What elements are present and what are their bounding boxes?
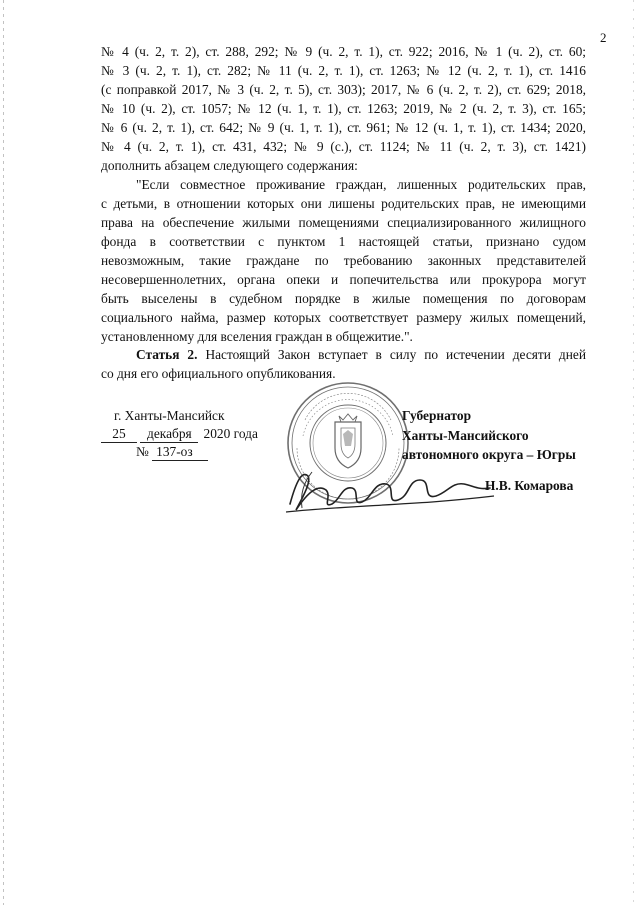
body-line: (с поправкой 2017, № 3 (ч. 2, т. 5), ст. 303); 2017, № 6 (ч. 2, т. 2), ст. 629; 2018, <box>101 82 586 97</box>
article-2-paragraph <box>136 345 586 364</box>
signing-city: г. Ханты-Мансийск <box>114 408 225 423</box>
article-2-text: Настоящий Закон вступает в силу по истечении десяти дней <box>205 347 586 362</box>
body-line: № 4 (ч. 2, т. 2), ст. 288, 292; № 9 (ч. 2, т. 1), ст. 922; 2016, № 1 (ч. 2), ст. 60; <box>101 44 586 59</box>
quote-line: права на обеспечение жилыми помещениями специализированного жилищного <box>101 215 586 230</box>
body-line: № 3 (ч. 2, т. 1), ст. 282; № 11 (ч. 2, т. 1), ст. 1263; № 12 (ч. 2, т. 1), ст. 1416 <box>101 63 586 78</box>
body-line: № 4 (ч. 2, т. 1), ст. 431, 432; № 9 (с.), ст. 1124; № 11 (ч. 2, т. 3), ст. 1421) <box>101 139 586 154</box>
quote-line: установленному для вселения граждан в общежитие.". <box>101 329 413 344</box>
quote-line: "Если совместное проживание граждан, лишенных родительских прав, <box>136 177 586 192</box>
date-year: 2020 года <box>203 426 258 441</box>
body-line: дополнить абзацем следующего содержания: <box>101 158 358 173</box>
date-month: декабря <box>140 426 198 443</box>
body-line: № 10 (ч. 2), ст. 1057; № 12 (ч. 1, т. 1), ст. 1263; 2019, № 2 (ч. 2, т. 3), ст. 165; <box>101 101 586 116</box>
handwritten-signature <box>282 452 497 522</box>
signatory-title-line-3: автономного округа – Югры <box>402 447 576 462</box>
scan-edge-right <box>633 0 634 905</box>
body-line: № 6 (ч. 2, т. 1), ст. 642; № 9 (ч. 1, т. 1), ст. 961; № 12 (ч. 1, т. 1), ст. 1434; 2020, <box>101 120 586 135</box>
quote-line: с детьми, в отношении которых они лишены родительских прав, не имеющими <box>101 196 586 211</box>
quote-line: быть выселены в судебном порядке в жилые помещения по договорам <box>101 291 586 306</box>
signing-date <box>101 426 271 443</box>
scan-edge-left <box>3 0 4 905</box>
quote-line: фонда в соответствии с пунктом 1 настоящей статьи, признано судом <box>101 234 586 249</box>
law-number-value: 137-оз <box>152 444 208 461</box>
quote-line: невозможным, такие граждане по требованию законных представителей <box>101 253 586 268</box>
article-2-text-cont: со дня его официального опубликования. <box>101 366 336 381</box>
quote-line: несовершеннолетних, органа опеки и попечительства или прокурора могут <box>101 272 586 287</box>
date-day: 25 <box>101 426 137 443</box>
signatory-name: Н.В. Комарова <box>485 478 574 493</box>
signatory-title-line-1: Губернатор <box>402 408 472 423</box>
law-number <box>136 444 208 461</box>
article-2-heading: Статья 2. <box>136 347 198 362</box>
signatory-title-line-2: Ханты-Мансийского <box>402 428 529 443</box>
quote-line: социального найма, размер которых соответствует размеру жилых помещений, <box>101 310 586 325</box>
law-number-prefix: № <box>136 444 149 459</box>
page-number: 2 <box>600 30 607 45</box>
